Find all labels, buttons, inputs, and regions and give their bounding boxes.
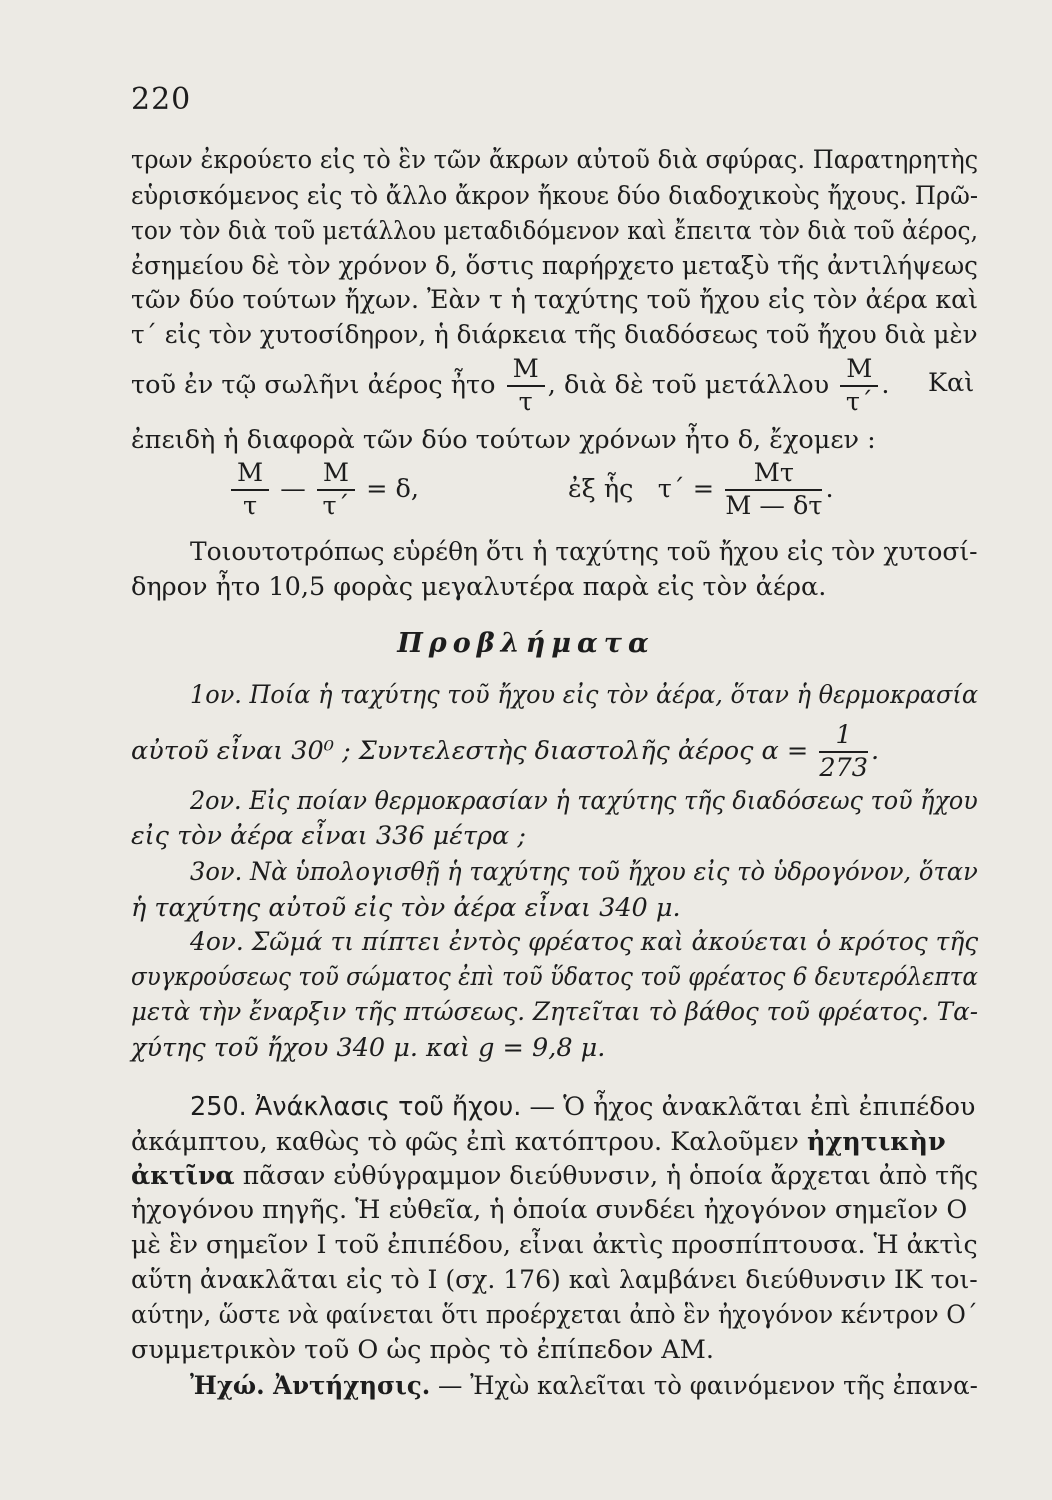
- problem-1-cont: αὐτοῦ εἶναι 30⁰ ; Συντελεστὴς διαστολῆς ἀέρος α = $\frac{1}{273}$ .: [131, 720, 880, 783]
- problem-1: 1ον. Ποία ἡ ταχύτης τοῦ ἤχου εἰς τὸν ἀέρα, ὅταν ἡ θερμοκρασία: [190, 680, 979, 710]
- fraction-m-over-t: $\frac{M}{\tau}$: [507, 356, 545, 416]
- text-line: ἀκάμπτου, καθὼς τὸ φῶς ἐπὶ κατόπτρου. Καλοῦμεν ἠχητικὴν: [131, 1127, 946, 1157]
- text-line: δηρον ἦτο 10,5 φορὰς μεγαλυτέρα παρὰ εἰς τὸν ἀέρα.: [131, 572, 827, 602]
- text-line: ἀκτῖνα πᾶσαν εὐθύγραμμον διεύθυνσιν, ἡ ὁποία ἄρχεται ἀπὸ τῆς: [131, 1161, 979, 1191]
- fraction-m-over-t-prime: $\frac{M}{\tau΄}$: [840, 356, 878, 416]
- text-kai: Καὶ: [928, 368, 975, 398]
- equation-left: $\frac{M}{\tau}$ — $\frac{M}{\tau΄}$ = δ,: [228, 460, 419, 520]
- problems-title: Προβλήματα: [397, 628, 655, 659]
- text-line: ἐπειδὴ ἡ διαφορὰ τῶν δύο τούτων χρόνων ἦτο δ, ἔχομεν :: [131, 425, 876, 455]
- section-250-heading: 250. Ἀνάκλασις τοῦ ἤχου. — Ὁ ἦχος ἀνακλᾶται ἐπὶ ἐπιπέδου: [190, 1092, 976, 1122]
- formula-line: τοῦ ἐν τῷ σωλῆνι ἀέρος ἦτο $\frac{M}{\tau}$ , διὰ δὲ τοῦ μετάλλου $\frac{M}{\tau΄}$ .: [131, 354, 890, 417]
- text-line: τ΄ εἰς τὸν χυτοσίδηρον, ἡ διάρκεια τῆς διαδόσεως τοῦ ἤχου διὰ μὲν: [131, 320, 978, 350]
- problem-3-cont: ἡ ταχύτης αὐτοῦ εἰς τὸν ἀέρα εἶναι 340 μ.: [131, 893, 681, 923]
- text-line: τῶν δύο τούτων ἤχων. Ἐὰν τ ἡ ταχύτης τοῦ ἤχου εἰς τὸν ἀέρα καὶ: [131, 285, 979, 315]
- text-line: αὕτη ἀνακλᾶται εἰς τὸ I (σχ. 176) καὶ λαμβάνει διεύθυνσιν IK τοι-: [131, 1265, 978, 1295]
- equation-right: ἐξ ἧς τ΄ = $\frac{M\tau}{M — \delta\tau}$ .: [568, 458, 834, 521]
- text-line: αύτην, ὥστε νὰ φαίνεται ὅτι προέρχεται ἀπὸ ἓν ἠχογόνον κέντρον O΄: [131, 1300, 978, 1330]
- page-number: 220: [131, 82, 192, 117]
- text-line: τρων ἐκρούετο εἰς τὸ ἓν τῶν ἄκρων αὐτοῦ διὰ σφύρας. Παρατηρητὴς: [131, 145, 979, 175]
- problem-4-cont: συγκρούσεως τοῦ σώματος ἐπὶ τοῦ ὕδατος τοῦ φρέατος 6 δευτερόλεπτα: [131, 962, 978, 992]
- problem-2-cont: εἰς τὸν ἀέρα εἶναι 336 μέτρα ;: [131, 821, 526, 851]
- text-line: ἠχογόνου πηγῆς. Ἡ εὐθεῖα, ἡ ὁποία συνδέει ἠχογόνον σημεῖον O: [131, 1195, 968, 1225]
- text-line: συμμετρικὸν τοῦ O ὡς πρὸς τὸ ἐπίπεδον AM.: [131, 1335, 714, 1365]
- text-line: Τοιουτοτρόπως εὑρέθη ὅτι ἡ ταχύτης τοῦ ἤχου εἰς τὸν χυτοσί-: [190, 537, 978, 567]
- problem-4-cont: χύτης τοῦ ἤχου 340 μ. καὶ g = 9,8 μ.: [131, 1033, 606, 1063]
- problem-4-cont: μετὰ τὴν ἔναρξιν τῆς πτώσεως. Ζητεῖται τὸ βάθος τοῦ φρέατος. Τα-: [131, 997, 978, 1027]
- problem-4: 4ον. Σῶμά τι πίπτει ἐντὸς φρέατος καὶ ἀκούεται ὁ κρότος τῆς: [190, 927, 979, 957]
- problem-3: 3ον. Νὰ ὑπολογισθῇ ἡ ταχύτης τοῦ ἤχου εἰς τὸ ὑδρογόνον, ὅταν: [190, 857, 978, 887]
- text-line: ἐσημείου δὲ τὸν χρόνον δ, ὅστις παρήρχετο μεταξὺ τῆς ἀντιλήψεως: [131, 251, 978, 281]
- text-line: μὲ ἓν σημεῖον I τοῦ ἐπιπέδου, εἶναι ἀκτὶς προσπίπτουσα. Ἡ ἀκτὶς: [131, 1230, 978, 1260]
- problem-2: 2ον. Εἰς ποίαν θερμοκρασίαν ἡ ταχύτης τῆς διαδόσεως τοῦ ἤχου: [190, 786, 978, 816]
- text-line: εὑρισκόμενος εἰς τὸ ἄλλο ἄκρον ἤκουε δύο διαδοχικοὺς ἤχους. Πρῶ-: [131, 181, 979, 211]
- text-line: τον τὸν διὰ τοῦ μετάλλου μεταδιδόμενον καὶ ἔπειτα τὸν διὰ τοῦ ἀέρος,: [131, 216, 978, 246]
- echo-heading-line: Ἠχώ. Ἀντήχησις. — Ἠχὼ καλεῖται τὸ φαινόμενον τῆς ἐπανα-: [190, 1371, 978, 1401]
